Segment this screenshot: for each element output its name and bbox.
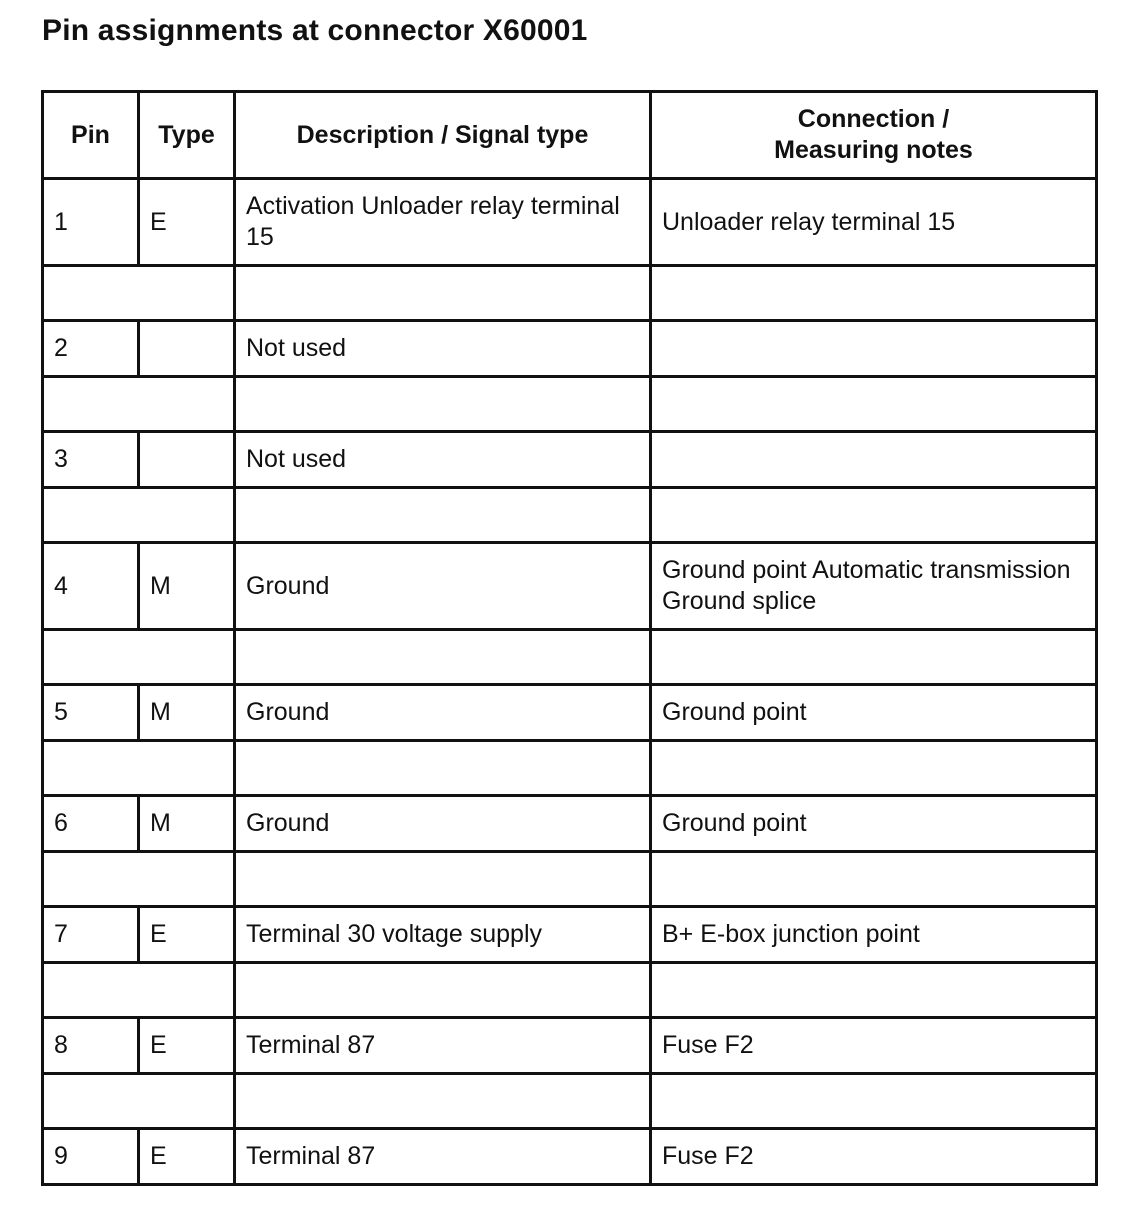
header-type: Type [139, 92, 235, 179]
connection-cell: Ground point [651, 685, 1097, 741]
description-cell: Ground [235, 543, 651, 630]
spacer-cell [43, 852, 235, 907]
spacer-cell [235, 1074, 651, 1129]
description-cell: Terminal 87 [235, 1018, 651, 1074]
page-title: Pin assignments at connector X60001 [42, 14, 588, 47]
spacer-cell [651, 377, 1097, 432]
spacer-cell [43, 377, 235, 432]
pin-cell: 3 [43, 432, 139, 488]
spacer-cell [651, 266, 1097, 321]
spacer-cell [43, 1074, 235, 1129]
connection-cell: Fuse F2 [651, 1018, 1097, 1074]
type-cell: E [139, 1129, 235, 1185]
description-cell: Not used [235, 432, 651, 488]
table-row [43, 543, 1097, 630]
spacer-cell [651, 1074, 1097, 1129]
table-row [43, 432, 1097, 488]
description-cell: Terminal 87 [235, 1129, 651, 1185]
type-cell: M [139, 685, 235, 741]
spacer-cell [43, 488, 235, 543]
description-cell: Ground [235, 796, 651, 852]
table-row [43, 1018, 1097, 1074]
pin-cell: 6 [43, 796, 139, 852]
spacer-cell [235, 266, 651, 321]
spacer-row [43, 963, 1097, 1018]
spacer-row [43, 488, 1097, 543]
table-row [43, 685, 1097, 741]
description-cell: Activation Unloader relay terminal 15 [235, 179, 651, 266]
type-cell [139, 321, 235, 377]
pin-cell: 5 [43, 685, 139, 741]
connection-cell: Unloader relay terminal 15 [651, 179, 1097, 266]
spacer-cell [235, 852, 651, 907]
pin-cell: 7 [43, 907, 139, 963]
header-connection [651, 92, 1097, 179]
connection-cell: Ground point [651, 796, 1097, 852]
connection-cell [651, 432, 1097, 488]
type-cell [139, 432, 235, 488]
spacer-row [43, 1074, 1097, 1129]
connection-cell: Ground point Automatic transmission Ground splice [651, 543, 1097, 630]
spacer-row [43, 377, 1097, 432]
spacer-cell [651, 630, 1097, 685]
connection-cell: Fuse F2 [651, 1129, 1097, 1185]
spacer-cell [235, 963, 651, 1018]
spacer-cell [651, 488, 1097, 543]
spacer-cell [235, 377, 651, 432]
description-cell: Terminal 30 voltage supply [235, 907, 651, 963]
description-cell: Not used [235, 321, 651, 377]
pin-cell: 8 [43, 1018, 139, 1074]
description-cell: Ground [235, 685, 651, 741]
pin-cell: 4 [43, 543, 139, 630]
table-row [43, 1129, 1097, 1185]
pin-cell: 2 [43, 321, 139, 377]
spacer-cell [235, 630, 651, 685]
pin-cell: 1 [43, 179, 139, 266]
spacer-row [43, 741, 1097, 796]
spacer-cell [43, 963, 235, 1018]
spacer-cell [235, 488, 651, 543]
type-cell: E [139, 1018, 235, 1074]
type-cell: E [139, 907, 235, 963]
connection-cell: B+ E-box junction point [651, 907, 1097, 963]
type-cell: E [139, 179, 235, 266]
spacer-cell [235, 741, 651, 796]
pin-assignment-table [41, 90, 1098, 1186]
connection-cell [651, 321, 1097, 377]
table-row [43, 321, 1097, 377]
spacer-cell [43, 741, 235, 796]
spacer-cell [43, 266, 235, 321]
spacer-cell [651, 852, 1097, 907]
header-connection-line1: Connection / [797, 105, 950, 133]
table-row [43, 796, 1097, 852]
spacer-row [43, 266, 1097, 321]
spacer-cell [651, 741, 1097, 796]
table-row [43, 907, 1097, 963]
header-pin: Pin [43, 92, 139, 179]
spacer-row [43, 630, 1097, 685]
header-connection-line2: Measuring notes [774, 136, 973, 164]
spacer-cell [43, 630, 235, 685]
table-row [43, 179, 1097, 266]
table-header-row [43, 92, 1097, 179]
type-cell: M [139, 543, 235, 630]
spacer-cell [651, 963, 1097, 1018]
spacer-row [43, 852, 1097, 907]
pin-cell: 9 [43, 1129, 139, 1185]
header-description: Description / Signal type [235, 92, 651, 179]
type-cell: M [139, 796, 235, 852]
